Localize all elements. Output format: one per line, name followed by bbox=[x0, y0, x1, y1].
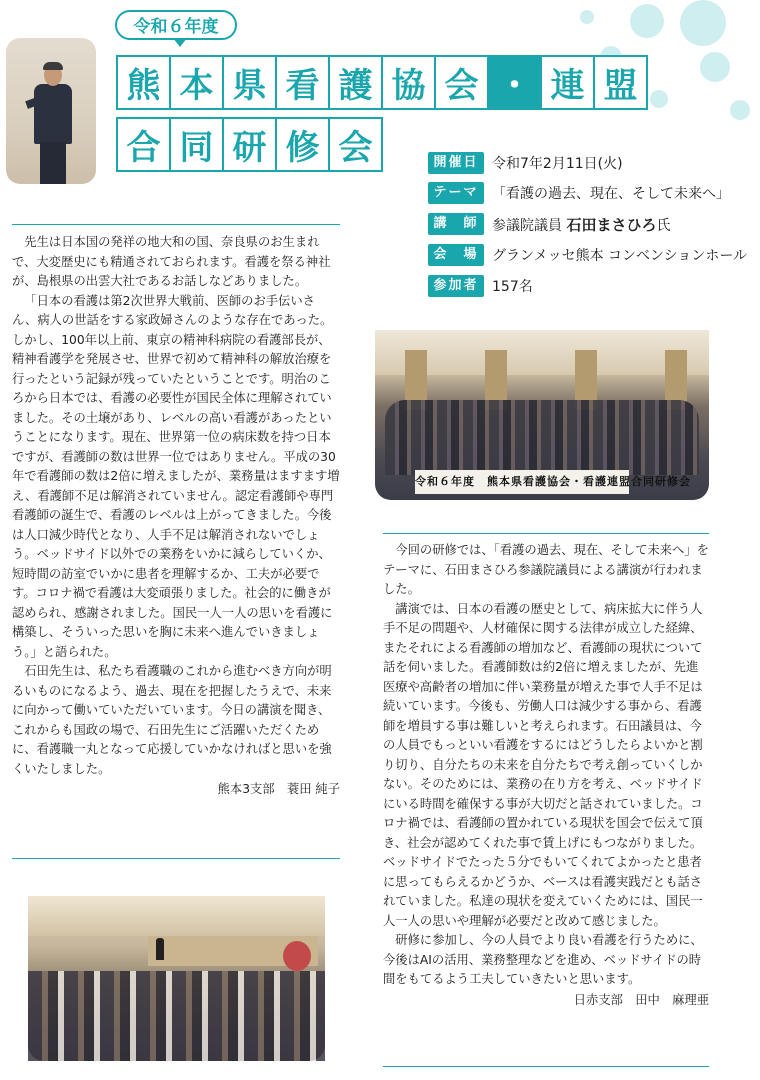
report-right bbox=[383, 541, 709, 1010]
divider bbox=[12, 224, 340, 225]
signature: 日赤支部 田中 麻理亜 bbox=[573, 992, 709, 1007]
date-row bbox=[428, 152, 623, 174]
title-char: 会 bbox=[328, 117, 383, 172]
participants-label: 参加者 bbox=[428, 275, 484, 297]
lecturer-name: 石田まさひろ bbox=[566, 215, 657, 234]
report-left bbox=[12, 233, 340, 799]
paragraph: 「日本の看護は第2次世界大戦前、医師のお手伝いさん、病人の世話をする家政婦さんのような存在であった。しかし、100年以上前、東京の精神科病院の看護部長が、精神看護学を発展させ、世界で初めて精神科の解放治療を行ったという記録が残っていたということです。明治のころから日本では、看護の必要性が国民全体に理解されていました。その土壌があり、レベルの高い看護があったということになります。現在、世界第一位の病床数を持つ日本ですが、看護師の数は世界一位ではありません。平成の30年で看護師の数は2倍に増えましたが、業務量はますます増え、看護師不足は解消されていません。認定看護師や専門看護師の誕生で、看護のレベルは上がってきました。今後は人口減少時代となり、人手不足は解消されないでしょう。ベッドサイド以外での業務をいかに減らしていくか、短時間の訪室でいかに患者を理解するか、工夫が必要です。コロナ禍で看護は大変頑張りました。社会的に働きが認められ、感謝されました。国民一人一人の思いを看護に構築し、そういった思いを胸に未来へ進んでいきましょう。」と語られた。 bbox=[12, 293, 340, 659]
paragraph: 石田先生は、私たち看護職のこれから進むべき方向が明るいものになるよう、過去、現在を把握したうえで、未来に向かって働いていただいています。今日の講演を聞き、これからも国政の場で、石田先生にご活躍いただくために、看護職一丸となって応援していかなければと思いを強くいたしました。 bbox=[12, 664, 332, 776]
lecturer-value bbox=[492, 214, 670, 235]
participants-row bbox=[428, 275, 533, 297]
divider bbox=[383, 1066, 709, 1067]
title-char: ・ bbox=[487, 55, 542, 110]
page-title-line1 bbox=[116, 55, 646, 110]
title-char: 研 bbox=[222, 117, 277, 172]
title-char: 熊 bbox=[116, 55, 171, 110]
theme-label: テーマ bbox=[428, 182, 484, 204]
year-badge: 令和６年度 bbox=[115, 10, 237, 40]
page-title-line2 bbox=[116, 117, 381, 172]
date-value: 令和7年2月11日(火) bbox=[492, 156, 623, 172]
lecture-photo bbox=[28, 896, 325, 1061]
signature: 熊本3支部 蓑田 純子 bbox=[217, 782, 340, 796]
title-char: 盟 bbox=[593, 55, 648, 110]
title-char: 看 bbox=[275, 55, 330, 110]
title-char: 協 bbox=[381, 55, 436, 110]
title-char: 修 bbox=[275, 117, 330, 172]
theme-value: 「看護の過去、現在、そして未来へ」 bbox=[492, 186, 730, 202]
title-char: 会 bbox=[434, 55, 489, 110]
paragraph: 講演では、日本の看護の歴史として、病床拡大に伴う人手不足の問題や、人材確保に関する法律が成立した経緯、またそれによる看護師の増加など、看護師の現状について話を伺いました。看護師数は約2倍に増えましたが、先進医療や高齢者の増加に伴い業務量が増えた事で人手不足は続いています。今後も、労働人口は減少する事から、看護師を増員する事は難しいと考えられます。石田議員は、今の人員でもっといい看護をするにはどうしたらよいかと割り切り、自分たちの未来を自分たちで考え創っていくしかない。そのためには、業務の在り方を考え、ベッドサイドにいる時間を確保する事が大切だと話されていました。コロナ禍では、看護師の置かれている現状を国会で伝えて頂き、社会が認めてくれた事で賃上げにもつながりました。ベッドサイドでたった５分でもいてくれてよかったと患者に思ってもらえるかどうか、ベースは看護実践だとも話されていました。私達の現状を変えていくためには、国民一人一人の思いや理解が必要だと改めて感じました。 bbox=[383, 601, 703, 928]
title-char: 本 bbox=[169, 55, 224, 110]
title-char: 護 bbox=[328, 55, 383, 110]
group-photo-banner: 令和６年度 熊本県看護協会・看護連盟合同研修会 bbox=[415, 470, 629, 494]
title-char: 連 bbox=[540, 55, 595, 110]
paragraph: 先生は日本国の発祥の地大和の国、奈良県のお生まれで、大変歴史にも精通されておられます。看護を祭る神社が、島根県の出雲大社であるお話しなどありました。 bbox=[12, 235, 331, 288]
participants-value: 157名 bbox=[492, 279, 533, 295]
group-photo bbox=[375, 330, 709, 500]
lecturer-suffix: 氏 bbox=[656, 217, 671, 234]
title-char: 県 bbox=[222, 55, 277, 110]
title-char: 同 bbox=[169, 117, 224, 172]
venue-value: グランメッセ熊本 コンベンションホール bbox=[492, 248, 748, 264]
speaker-photo bbox=[6, 38, 96, 184]
divider bbox=[383, 533, 709, 534]
title-char: 合 bbox=[116, 117, 171, 172]
paragraph: 研修に参加し、今の人員でより良い看護を行うために、今後はAIの活用、業務整理などを進め、ベッドサイドの時間をもてるよう工夫していきたいと思います。 bbox=[383, 933, 703, 986]
venue-row bbox=[428, 244, 747, 266]
venue-label: 会 場 bbox=[428, 244, 484, 266]
lecturer-label: 講 師 bbox=[428, 213, 484, 235]
theme-row bbox=[428, 182, 730, 204]
lecturer-title: 参議院議員 bbox=[492, 217, 562, 234]
divider bbox=[12, 858, 340, 859]
lecturer-row bbox=[428, 213, 670, 235]
paragraph: 今回の研修では、「看護の過去、現在、そして未来へ」をテーマに、石田まさひろ参議院議員による講演が行われました。 bbox=[383, 543, 709, 596]
date-label: 開催日 bbox=[428, 152, 484, 174]
